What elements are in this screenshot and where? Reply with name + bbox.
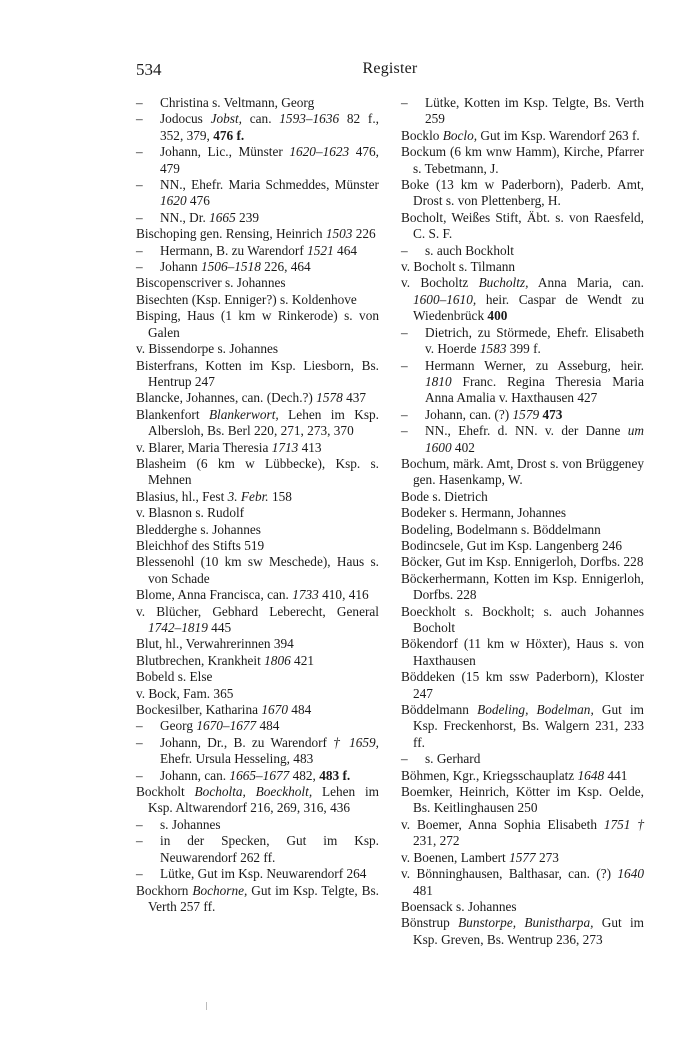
index-entry: v. Bocholtz Bucholtz, Anna Maria, can. 1600–1610, heir. Caspar de Wendt zu Wiedenbrück 400	[401, 275, 645, 324]
index-entry: Blankenfort Blankerwort, Lehen im Ksp. Albersloh, Bs. Berl 220, 271, 273, 370	[136, 406, 380, 439]
index-entry: Biscopenscriver s. Johannes	[136, 275, 286, 291]
running-head: Register	[362, 60, 418, 77]
index-entry: – Hermann, B. zu Warendorf 1521 464	[136, 242, 357, 258]
index-entry: Bode s. Dietrich	[401, 488, 488, 504]
index-entry: Boeckholt s. Bockholt; s. auch Johannes Bocholt	[401, 603, 644, 635]
index-entry: – Johann, Dr., B. zu Warendorf † 1659, Ehefr. Ursula Hesseling, 483	[136, 734, 380, 767]
index-entry: – Georg 1670–1677 484	[136, 718, 280, 734]
index-entry: Bockesilber, Katharina 1670 484	[136, 702, 312, 718]
index-entry: Bodeker s. Hermann, Johannes	[401, 505, 567, 521]
index-entry: v. Boemer, Anna Sophia Elisabeth 1751 † 231, 272	[401, 816, 644, 849]
index-entry: Bisterfrans, Kotten im Ksp. Liesborn, Bs. Hentrup 247	[136, 357, 379, 389]
index-entry: v. Blasnon s. Rudolf	[136, 505, 245, 521]
index-entry: Bockum (6 km wnw Hamm), Kirche, Pfarrer s. Tebetmann, J.	[401, 144, 644, 176]
index-entry: – Hermann Werner, zu Asseburg, heir. 1810 Franc. Regina Theresia Maria Anna Amalia v. Haxthausen 427	[401, 357, 644, 406]
index-entry: Böhmen, Kgr., Kriegsschauplatz 1648 441	[401, 767, 628, 783]
index-entry: Bobeld s. Else	[136, 669, 213, 685]
index-entry: Bodeling, Bodelmann s. Böddelmann	[401, 521, 601, 537]
index-entry: – s. Gerhard	[401, 751, 481, 767]
index-entry: Böcker, Gut im Ksp. Ennigerloh, Dorfbs. 228	[401, 554, 644, 570]
index-entry: Boemker, Heinrich, Kötter im Ksp. Oelde, Bs. Keitlinghausen 250	[401, 784, 644, 816]
index-entry: – Dietrich, zu Störmede, Ehefr. Elisabeth v. Hoerde 1583 399 f.	[401, 324, 644, 357]
index-entry: Böddeken (15 km ssw Paderborn), Kloster 247	[401, 669, 644, 701]
index-entry: Bökendorf (11 km w Höxter), Haus s. von Haxthausen	[401, 636, 644, 668]
index-entry: – s. Johannes	[136, 816, 221, 832]
index-entry: Böddelmann Bodeling, Bodelman, Gut im Ksp. Freckenhorst, Bs. Walgern 231, 233 ff.	[401, 702, 644, 750]
index-entry: – Christina s. Veltmann, Georg	[136, 95, 315, 110]
index-entry: Bockhorn Bochorne, Gut im Ksp. Telgte, Bs. Verth 257 ff.	[136, 882, 379, 914]
index-entry: – NN., Ehefr. Maria Schmeddes, Münster 1620 476	[136, 177, 379, 209]
index-entry: – Jodocus Jobst, can. 1593–1636 82 f., 352, 379, 476 f.	[136, 111, 379, 143]
index-entry: – Lütke, Kotten im Ksp. Telgte, Bs. Verth 259	[401, 95, 644, 127]
index-column-left	[136, 95, 379, 915]
index-entry: Blasheim (6 km w Lübbecke), Ksp. s. Mehnen	[136, 455, 379, 488]
index-entry: – Johann, can. (?) 1579 473	[401, 406, 563, 422]
index-entry: v. Bissendorpe s. Johannes	[136, 341, 279, 357]
index-entry: Blome, Anna Francisca, can. 1733 410, 416	[136, 587, 369, 603]
index-entry: – Lütke, Gut im Ksp. Neuwarendorf 264	[136, 866, 367, 882]
index-entry: Bledderghe s. Johannes	[136, 521, 261, 537]
index-entry: Boke (13 km w Paderborn), Paderb. Amt, Drost s. von Plettenberg, H.	[401, 177, 644, 209]
index-entry: Bisechten (Ksp. Enniger?) s. Koldenhove	[136, 291, 357, 307]
index-entry: Bönstrup Bunstorpe, Bunistharpa, Gut im Ksp. Greven, Bs. Wentrup 236, 273	[401, 915, 644, 947]
index-entry: Boensack s. Johannes	[401, 898, 517, 914]
index-entry: Bodincsele, Gut im Ksp. Langenberg 246	[401, 537, 622, 553]
index-entry: – NN., Dr. 1665 239	[136, 209, 259, 225]
index-entry: Blessenohl (10 km sw Meschede), Haus s. von Schade	[136, 554, 379, 586]
index-entry: Bleichhof des Stifts 519	[136, 537, 265, 553]
page-number: 534	[136, 60, 162, 79]
index-entry: – in der Specken, Gut im Ksp. Neuwarendorf 262 ff.	[136, 833, 379, 865]
index-entry: v. Bock, Fam. 365	[136, 685, 234, 701]
index-entry: v. Bocholt s. Tilmann	[401, 259, 516, 275]
index-entry: Böckerhermann, Kotten im Ksp. Ennigerloh, Dorfbs. 228	[401, 570, 644, 603]
page-mark	[206, 1002, 207, 1010]
index-entry: Bisping, Haus (1 km w Rinkerode) s. von Galen	[136, 308, 379, 340]
index-column-right	[401, 95, 644, 948]
index-entry: – NN., Ehefr. d. NN. v. der Danne um 1600 402	[401, 423, 644, 455]
index-entry: Blancke, Johannes, can. (Dech.?) 1578 437	[136, 390, 367, 406]
index-entry: v. Bönninghausen, Balthasar, can. (?) 1640 481	[401, 866, 644, 898]
index-entry: v. Blarer, Maria Theresia 1713 413	[136, 439, 322, 455]
index-entry: v. Blücher, Gebhard Leberecht, General 1742–1819 445	[136, 603, 379, 635]
index-entry: – Johann 1506–1518 226, 464	[136, 259, 311, 275]
index-entry: Blutbrechen, Krankheit 1806 421	[136, 652, 315, 668]
index-entry: Blut, hl., Verwahrerinnen 394	[136, 636, 294, 652]
index-entry: Blasius, hl., Fest 3. Febr. 158	[136, 488, 292, 504]
index-entry: – Johann, can. 1665–1677 482, 483 f.	[136, 767, 351, 783]
index-entry: Bochum, märk. Amt, Drost s. von Brüggeney gen. Hasenkamp, W.	[401, 455, 644, 488]
page-header	[136, 60, 644, 84]
index-entry: Bocholt, Weißes Stift, Äbt. s. von Raesfeld, C. S. F.	[401, 209, 644, 242]
index-entry: – s. auch Bockholt	[401, 242, 515, 258]
index-entry: v. Boenen, Lambert 1577 273	[401, 849, 559, 865]
index-entry: Bockholt Bocholta, Boeckholt, Lehen im Ksp. Altwarendorf 216, 269, 316, 436	[136, 784, 379, 816]
index-entry: Bischoping gen. Rensing, Heinrich 1503 226	[136, 226, 376, 242]
index-entry: Bocklo Boclo, Gut im Ksp. Warendorf 263 f.	[401, 127, 640, 143]
index-entry: – Johann, Lic., Münster 1620–1623 476, 479	[136, 144, 380, 176]
